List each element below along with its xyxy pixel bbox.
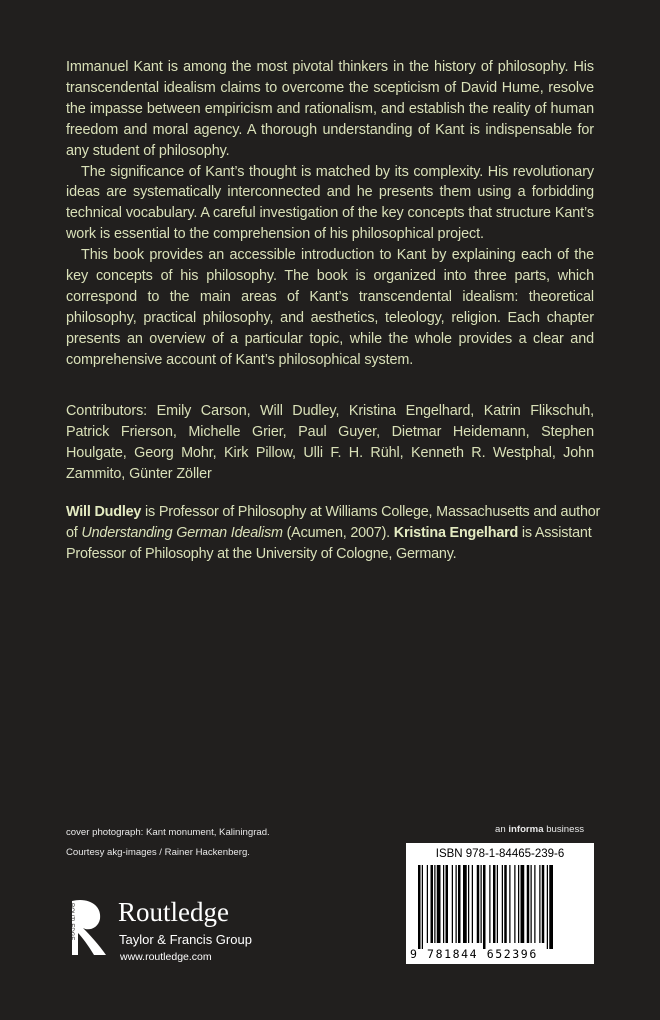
barcode-bar xyxy=(542,865,545,943)
informa-business-tag xyxy=(495,824,584,835)
isbn-barcode xyxy=(406,843,594,964)
book-description xyxy=(66,57,594,371)
photo-credit-line-1: cover photograph: Kant monument, Kaliningrad. xyxy=(66,827,270,838)
barcode-bar xyxy=(434,865,435,943)
book-title-understanding-german-idealism: Understanding German Idealism xyxy=(81,524,283,541)
barcode-bar xyxy=(493,865,496,943)
barcode-digits: 9 781844 652396 xyxy=(410,947,538,961)
barcode-bar xyxy=(504,865,507,943)
informa-brand: informa xyxy=(508,824,544,835)
editor-bios xyxy=(66,502,606,565)
description-paragraph-1: Immanuel Kant is among the most pivotal thinkers in the history of philosophy. His transcendental idealism claims to overcome the scepticism of David Hume, resolve the impasse between empiricism and rationalism, and establish the reality of human freedom and moral agency. A thorough understanding of Kant is indispensable for any student of philosophy. xyxy=(66,59,594,159)
barcode-bar xyxy=(418,865,421,949)
barcode-bar xyxy=(521,865,525,943)
barcode-bar xyxy=(443,865,444,943)
barcode-bar xyxy=(481,865,482,943)
informa-suffix: business xyxy=(543,824,585,835)
barcode-bar xyxy=(518,865,519,943)
contributors-list: Contributors: Emily Carson, Will Dudley, Kristina Engelhard, Katrin Flikschuh, Patrick Frierson, Michelle Grier, Paul Guyer, Dietmar Heidemann, Stephen Houlgate, Georg Mohr, Kirk Pillow, Ulli F. H. Rühl, Kenneth R. Westphal, John Zammito, Günter Zöller xyxy=(66,403,594,482)
barcode-bar xyxy=(431,865,434,943)
publisher-name: Routledge xyxy=(118,897,229,927)
barcode-bar xyxy=(422,865,423,949)
barcode-bar xyxy=(539,865,540,943)
routledge-vertical-mark: ROUTLEDGE xyxy=(68,903,74,941)
barcode-bar xyxy=(468,865,469,943)
isbn-label: ISBN 978-1-84465-239-6 xyxy=(435,848,565,860)
barcode-bar xyxy=(463,865,467,943)
editor-name-engelhard: Kristina Engelhard xyxy=(393,524,519,541)
barcode-bar xyxy=(458,865,461,943)
editor-name-dudley: Will Dudley xyxy=(66,504,142,520)
barcode-bar xyxy=(549,865,553,949)
editor-bio-engelhard: is Assistant Professor of Philosophy at the University of Cologne, Germany. xyxy=(66,524,592,562)
barcode-bars xyxy=(418,865,588,949)
barcode-bar xyxy=(477,865,480,943)
barcode-bar xyxy=(452,865,453,943)
barcode-bar xyxy=(514,865,515,943)
editor-bio-dudley-a: is Professor of Philosophy at Williams College, Massachusetts and author of xyxy=(66,504,601,541)
barcode-bar xyxy=(534,865,535,943)
barcode-bar xyxy=(509,865,510,943)
barcode-bar xyxy=(483,865,486,949)
barcode-bar xyxy=(527,865,530,943)
barcode-bar xyxy=(547,865,548,949)
barcode-bar xyxy=(502,865,503,943)
barcode-bar xyxy=(472,865,473,943)
barcode-bar xyxy=(437,865,441,943)
editor-bio-dudley-b: (Acumen, 2007). xyxy=(282,524,394,541)
informa-prefix: an xyxy=(495,824,509,835)
routledge-logo-icon xyxy=(66,895,110,959)
barcode-bar xyxy=(531,865,532,943)
barcode-bar xyxy=(489,865,490,943)
barcode-bar xyxy=(456,865,457,943)
barcode-bar xyxy=(497,865,498,943)
photo-credits xyxy=(66,823,270,863)
publisher-group: Taylor & Francis Group xyxy=(119,932,252,947)
description-paragraph-2: The significance of Kant’s thought is matched by its complexity. His revolutionary ideas are systematically interconnected and he presents them using a forbidding technical vocabulary. A careful investigation of the key concepts that structure Kant’s work is essential to the comprehension of his philosophical project. xyxy=(66,163,594,243)
barcode-bar xyxy=(427,865,428,943)
description-paragraph-3: This book provides an accessible introduction to Kant by explaining each of the key concepts of his philosophy. The book is organized into three parts, which correspond to the main areas of Kant’s transcendental idealism: theoretical philosophy, practical philosophy, and aesthetics, teleology, religion. Each chapter presents an overview of a particular topic, while the whole provides a clear and comprehensive account of Kant’s philosophical system. xyxy=(66,247,594,368)
publisher-url: www.routledge.com xyxy=(120,951,212,963)
barcode-bar xyxy=(446,865,449,943)
photo-credit-line-2: Courtesy akg-images / Rainer Hackenberg. xyxy=(66,847,250,858)
